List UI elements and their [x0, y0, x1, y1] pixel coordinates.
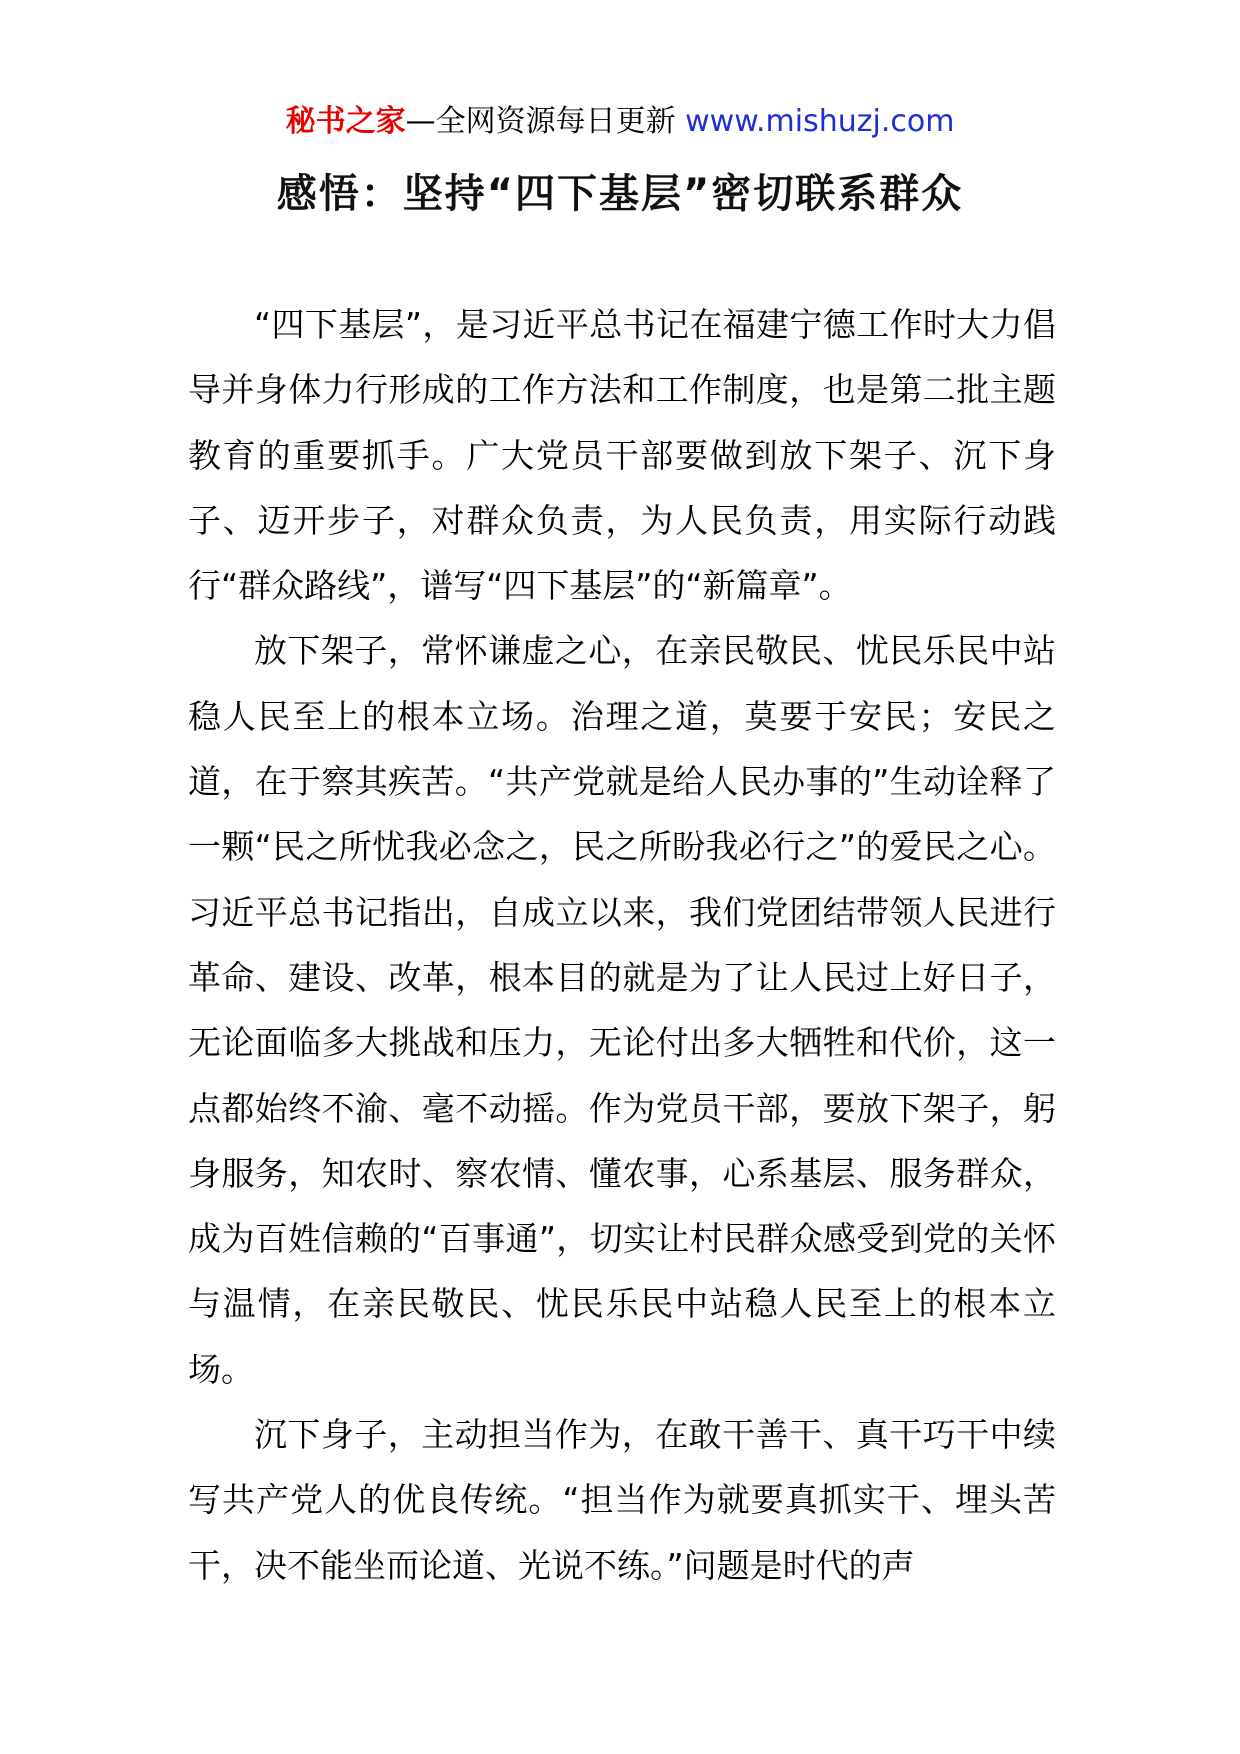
document-body — [188, 292, 1056, 1598]
document-title: 感悟：坚持“四下基层”密切联系群众 — [276, 171, 964, 217]
paragraph-1: “四下基层”，是习近平总书记在福建宁德工作时大力倡导并身体力行形成的工作方法和工作制度，也是第二批主题教育的重要抓手。广大党员干部要做到放下架子、沉下身子、迈开步子，对群众负责，为人民负责，用实际行动践行“群众路线”，谱写“四下基层”的“新篇章”。 — [188, 305, 1056, 606]
site-slogan: —全网资源每日更新 — [405, 104, 686, 139]
site-header — [0, 102, 1240, 142]
site-url[interactable]: www.mishuzj.com — [685, 104, 955, 139]
site-brand: 秘书之家 — [285, 104, 406, 139]
paragraph-2: 放下架子，常怀谦虚之心，在亲民敬民、忧民乐民中站稳人民至上的根本立场。治理之道，莫要于安民；安民之道，在于察其疾苦。“共产党就是给人民办事的”生动诠释了一颗“民之所忧我必念之，民之所盼我必行之”的爱民之心。习近平总书记指出，自成立以来，我们党团结带领人民进行革命、建设、改革，根本目的就是为了让人民过上好日子，无论面临多大挑战和压力，无论付出多大牺牲和代价，这一点都始终不渝、毫不动摇。作为党员干部，要放下架子，躬身服务，知农时、察农情、懂农事，心系基层、服务群众，成为百姓信赖的“百事通”，切实让村民群众感受到党的关怀与温情，在亲民敬民、忧民乐民中站稳人民至上的根本立场。 — [188, 631, 1056, 1389]
paragraph-3: 沉下身子，主动担当作为，在敢干善干、真干巧干中续写共产党人的优良传统。“担当作为就要真抓实干、埋头苦干，决不能坐而论道、光说不练。”问题是时代的声 — [188, 1415, 1056, 1585]
